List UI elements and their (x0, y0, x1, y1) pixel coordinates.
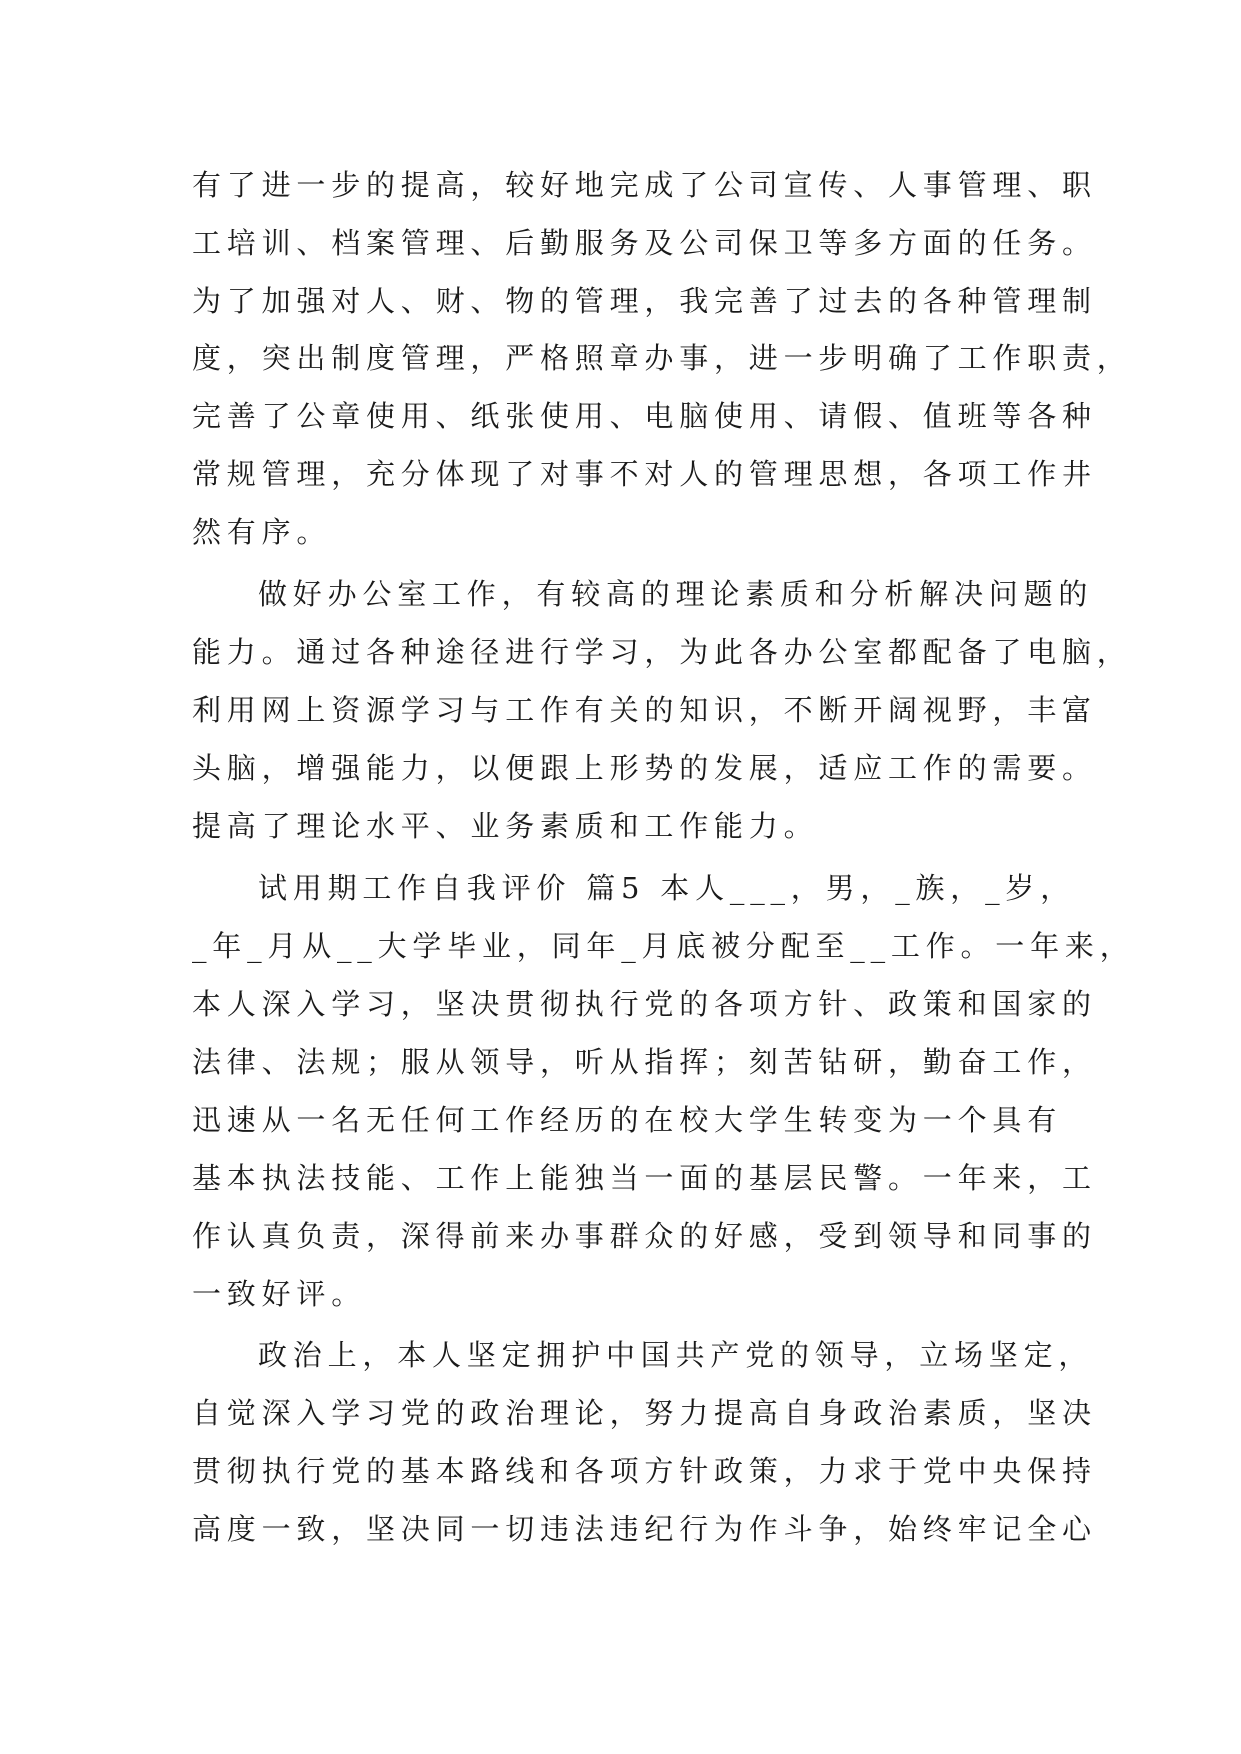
text-line: 常规管理，充分体现了对事不对人的管理思想，各项工作井 (192, 457, 1097, 491)
section-heading-line: 试用期工作自我评价 篇5 本人___，男，_族，_岁， (258, 871, 1075, 905)
text-line: 贯彻执行党的基本路线和各项方针政策，力求于党中央保持 (192, 1454, 1097, 1488)
text-line: 利用网上资源学习与工作有关的知识，不断开阔视野，丰富 (192, 693, 1097, 727)
text-line: 作认真负责，深得前来办事群众的好感，受到领导和同事的 (192, 1219, 1097, 1253)
text-line: _年_月从__大学毕业，同年_月底被分配至__工作。一年来， (192, 929, 1135, 963)
text-line: 然有序。 (192, 515, 332, 549)
text-line: 自觉深入学习党的政治理论，努力提高自身政治素质，坚决 (192, 1396, 1097, 1430)
text-line: 完善了公章使用、纸张使用、电脑使用、请假、值班等各种 (192, 399, 1097, 433)
text-line: 提高了理论水平、业务素质和工作能力。 (192, 809, 819, 843)
text-line: 基本执法技能、工作上能独当一面的基层民警。一年来，工 (192, 1161, 1097, 1195)
text-line: 能力。通过各种途径进行学习，为此各办公室都配备了电脑， (192, 635, 1132, 669)
text-line: 头脑，增强能力，以便跟上形势的发展，适应工作的需要。 (192, 751, 1097, 785)
paragraph-first-line: 政治上，本人坚定拥护中国共产党的领导，立场坚定， (258, 1338, 1094, 1372)
text-line: 迅速从一名无任何工作经历的在校大学生转变为一个具有 (192, 1103, 1063, 1137)
text-line: 高度一致，坚决同一切违法违纪行为作斗争，始终牢记全心 (192, 1512, 1097, 1546)
paragraph-first-line: 做好办公室工作，有较高的理论素质和分析解决问题的 (258, 577, 1094, 611)
text-line: 一致好评。 (192, 1277, 367, 1311)
text-line: 为了加强对人、财、物的管理，我完善了过去的各种管理制 (192, 284, 1097, 318)
text-line: 度，突出制度管理，严格照章办事，进一步明确了工作职责， (192, 341, 1132, 375)
text-line: 有了进一步的提高，较好地完成了公司宣传、人事管理、职 (192, 168, 1097, 202)
text-line: 本人深入学习，坚决贯彻执行党的各项方针、政策和国家的 (192, 987, 1097, 1021)
text-line: 法律、法规；服从领导，听从指挥；刻苦钻研，勤奋工作， (192, 1045, 1097, 1079)
text-line: 工培训、档案管理、后勤服务及公司保卫等多方面的任务。 (192, 226, 1097, 260)
